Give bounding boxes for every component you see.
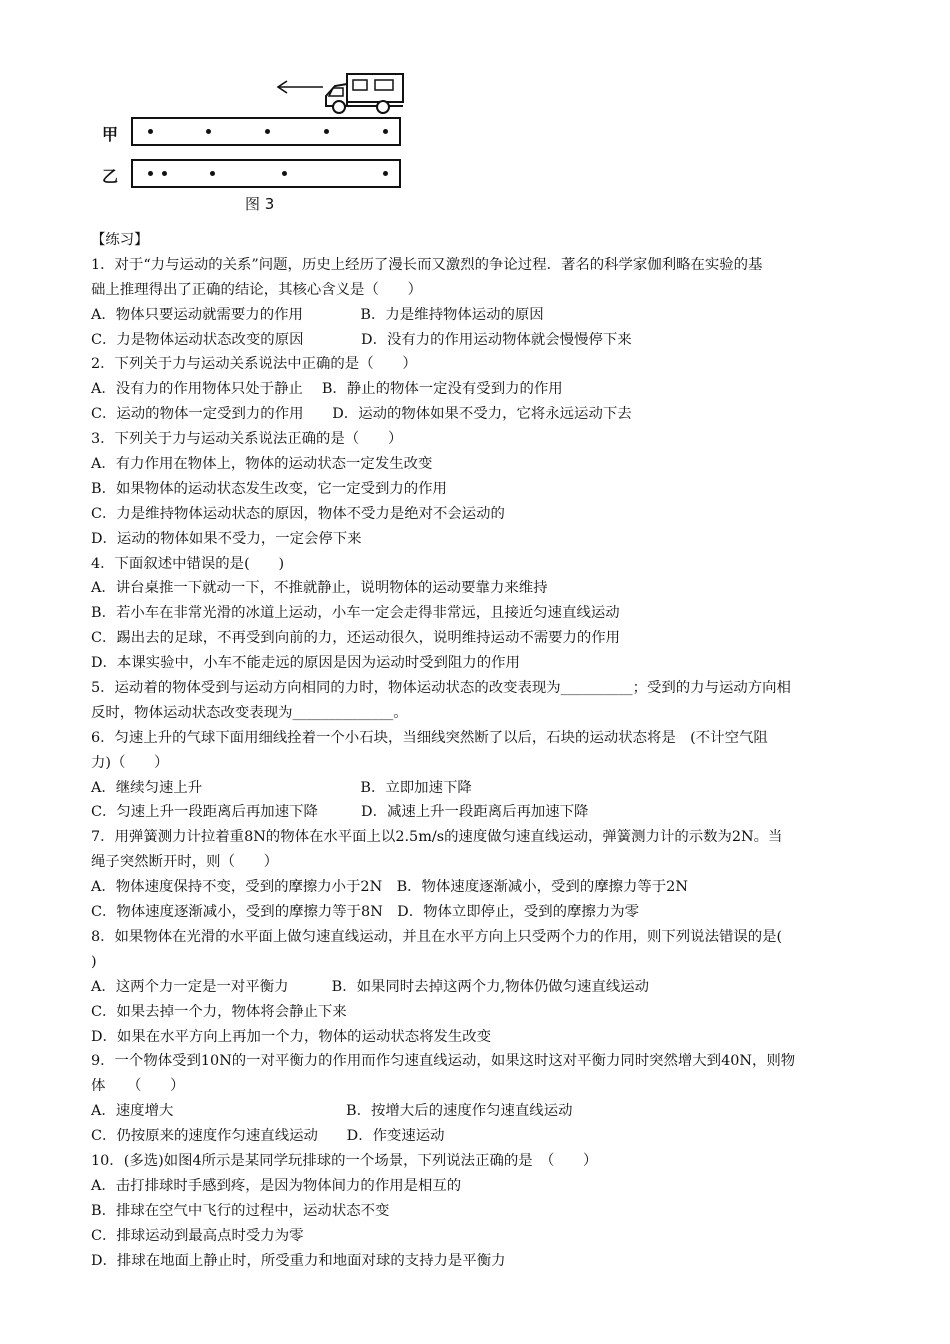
text-line: C．力是物体运动状态改变的原因 D．没有力的作用运动物体就会慢慢停下来 <box>91 331 632 348</box>
text-line: A．物体只要运动就需要力的作用 B．力是维持物体运动的原因 <box>91 306 544 323</box>
left-arrow-icon <box>275 80 325 94</box>
text-line: 体 （ ） <box>91 1078 185 1095</box>
tape-dot <box>282 171 287 176</box>
exercise-section <box>91 228 911 1273</box>
text-line: D．如果在水平方向上再加一个力，物体的运动状态将发生改变 <box>91 1028 492 1045</box>
text-line: B．如果物体的运动状态发生改变，它一定受到力的作用 <box>91 480 447 497</box>
text-line: C．排球运动到最高点时受力为零 <box>91 1227 304 1244</box>
tape-yi <box>131 159 401 188</box>
text-line: D．本课实验中，小车不能走远的原因是因为运动时受到阻力的作用 <box>91 655 520 672</box>
text-line: 反时，物体运动状态改变表现为______________。 <box>91 704 408 721</box>
text-line: A．讲台桌推一下就动一下，不推就静止，说明物体的运动要靠力来维持 <box>91 580 548 597</box>
tape-dot <box>148 129 153 134</box>
tape-label-jia: 甲 <box>102 125 119 144</box>
text-line: D．运动的物体如果不受力，一定会停下来 <box>91 530 362 547</box>
tape-dot <box>383 171 388 176</box>
text-line: C．如果去掉一个力，物体将会静止下来 <box>91 1003 347 1020</box>
text-line: C．运动的物体一定受到力的作用 D．运动的物体如果不受力，它将永远运动下去 <box>91 406 632 423</box>
text-line: 6．匀速上升的气球下面用细线拴着一个小石块，当细线突然断了以后，石块的运动状态将是 (不计空气阻 <box>91 729 768 746</box>
text-line: 础上推理得出了正确的结论，其核心含义是（ ） <box>91 281 422 298</box>
text-line: 10．(多选)如图4所示是某同学玩排球的一个场景，下列说法正确的是 （ ） <box>91 1152 598 1169</box>
tape-dot <box>210 171 215 176</box>
tape-dot <box>265 129 270 134</box>
text-line: A．这两个力一定是一对平衡力 B．如果同时去掉这两个力,物体仍做匀速直线运动 <box>91 978 649 995</box>
text-line: A．物体速度保持不变，受到的摩擦力小于2N B．物体速度逐渐减小，受到的摩擦力等于2N <box>91 879 688 896</box>
text-line: C．仍按原来的速度作匀速直线运动 D．作变速运动 <box>91 1128 445 1145</box>
tape-dot <box>148 171 153 176</box>
text-line: C．物体速度逐渐减小，受到的摩擦力等于8N D．物体立即停止，受到的摩擦力为零 <box>91 904 639 921</box>
section-heading: 【练习】 <box>91 232 149 248</box>
text-line: B．排球在空气中飞行的过程中，运动状态不变 <box>91 1202 390 1219</box>
text-line: 1．对于“力与运动的关系”问题，历史上经历了漫长而又激烈的争论过程．著名的科学家伽利略在实验的基 <box>91 256 763 273</box>
text-line: 9．一个物体受到10N的一对平衡力的作用而作匀速直线运动，如果这时这对平衡力同时突然增大到40N，则物 <box>91 1053 796 1070</box>
text-line: ) <box>91 953 97 970</box>
text-line: 5．运动着的物体受到与运动方向相同的力时，物体运动状态的改变表现为__________；受到的力与运动方向相 <box>91 680 791 697</box>
tape-dot <box>383 129 388 134</box>
text-line: 8．如果物体在光滑的水平面上做匀速直线运动，并且在水平方向上只受两个力的作用，则下列说法错误的是( <box>91 928 783 945</box>
tape-dot <box>162 171 167 176</box>
text-line: A．继续匀速上升 B．立即加速下降 <box>91 779 472 796</box>
text-line: C．匀速上升一段距离后再加速下降 D．减速上升一段距离后再加速下降 <box>91 804 589 821</box>
tape-label-yi: 乙 <box>102 167 119 186</box>
figure-caption: 图 3 <box>245 195 275 213</box>
text-line: 7．用弹簧测力计拉着重8N的物体在水平面上以2.5m/s的速度做匀速直线运动，弹簧测力计的示数为2N。当 <box>91 829 783 846</box>
text-line: 绳子突然断开时，则（ ） <box>91 854 279 871</box>
text-line: 力)（ ） <box>91 754 169 771</box>
tape-dot <box>206 129 211 134</box>
text-line: 3．下列关于力与运动关系说法正确的是（ ） <box>91 431 403 448</box>
truck-icon <box>323 70 405 116</box>
text-line: 4．下面叙述中错误的是( ) <box>91 555 285 572</box>
text-line: A．速度增大 B．按增大后的速度作匀速直线运动 <box>91 1103 573 1120</box>
text-line: B．若小车在非常光滑的冰道上运动，小车一定会走得非常远，且接近匀速直线运动 <box>91 605 620 622</box>
tape-jia <box>131 117 401 146</box>
text-line: C．力是维持物体运动状态的原因，物体不受力是绝对不会运动的 <box>91 505 505 522</box>
text-line: 2．下列关于力与运动关系说法中正确的是（ ） <box>91 356 417 373</box>
figure-3 <box>95 66 415 216</box>
text-line: A．没有力的作用物体只处于静止 B．静止的物体一定没有受到力的作用 <box>91 381 563 398</box>
text-line: C．踢出去的足球，不再受到向前的力，还运动很久，说明维持运动不需要力的作用 <box>91 630 621 647</box>
text-line: A．有力作用在物体上，物体的运动状态一定发生改变 <box>91 456 433 473</box>
text-line: D．排球在地面上静止时，所受重力和地面对球的支持力是平衡力 <box>91 1252 506 1269</box>
text-line: A．击打排球时手感到疼，是因为物体间力的作用是相互的 <box>91 1177 462 1194</box>
tape-dot <box>324 129 329 134</box>
